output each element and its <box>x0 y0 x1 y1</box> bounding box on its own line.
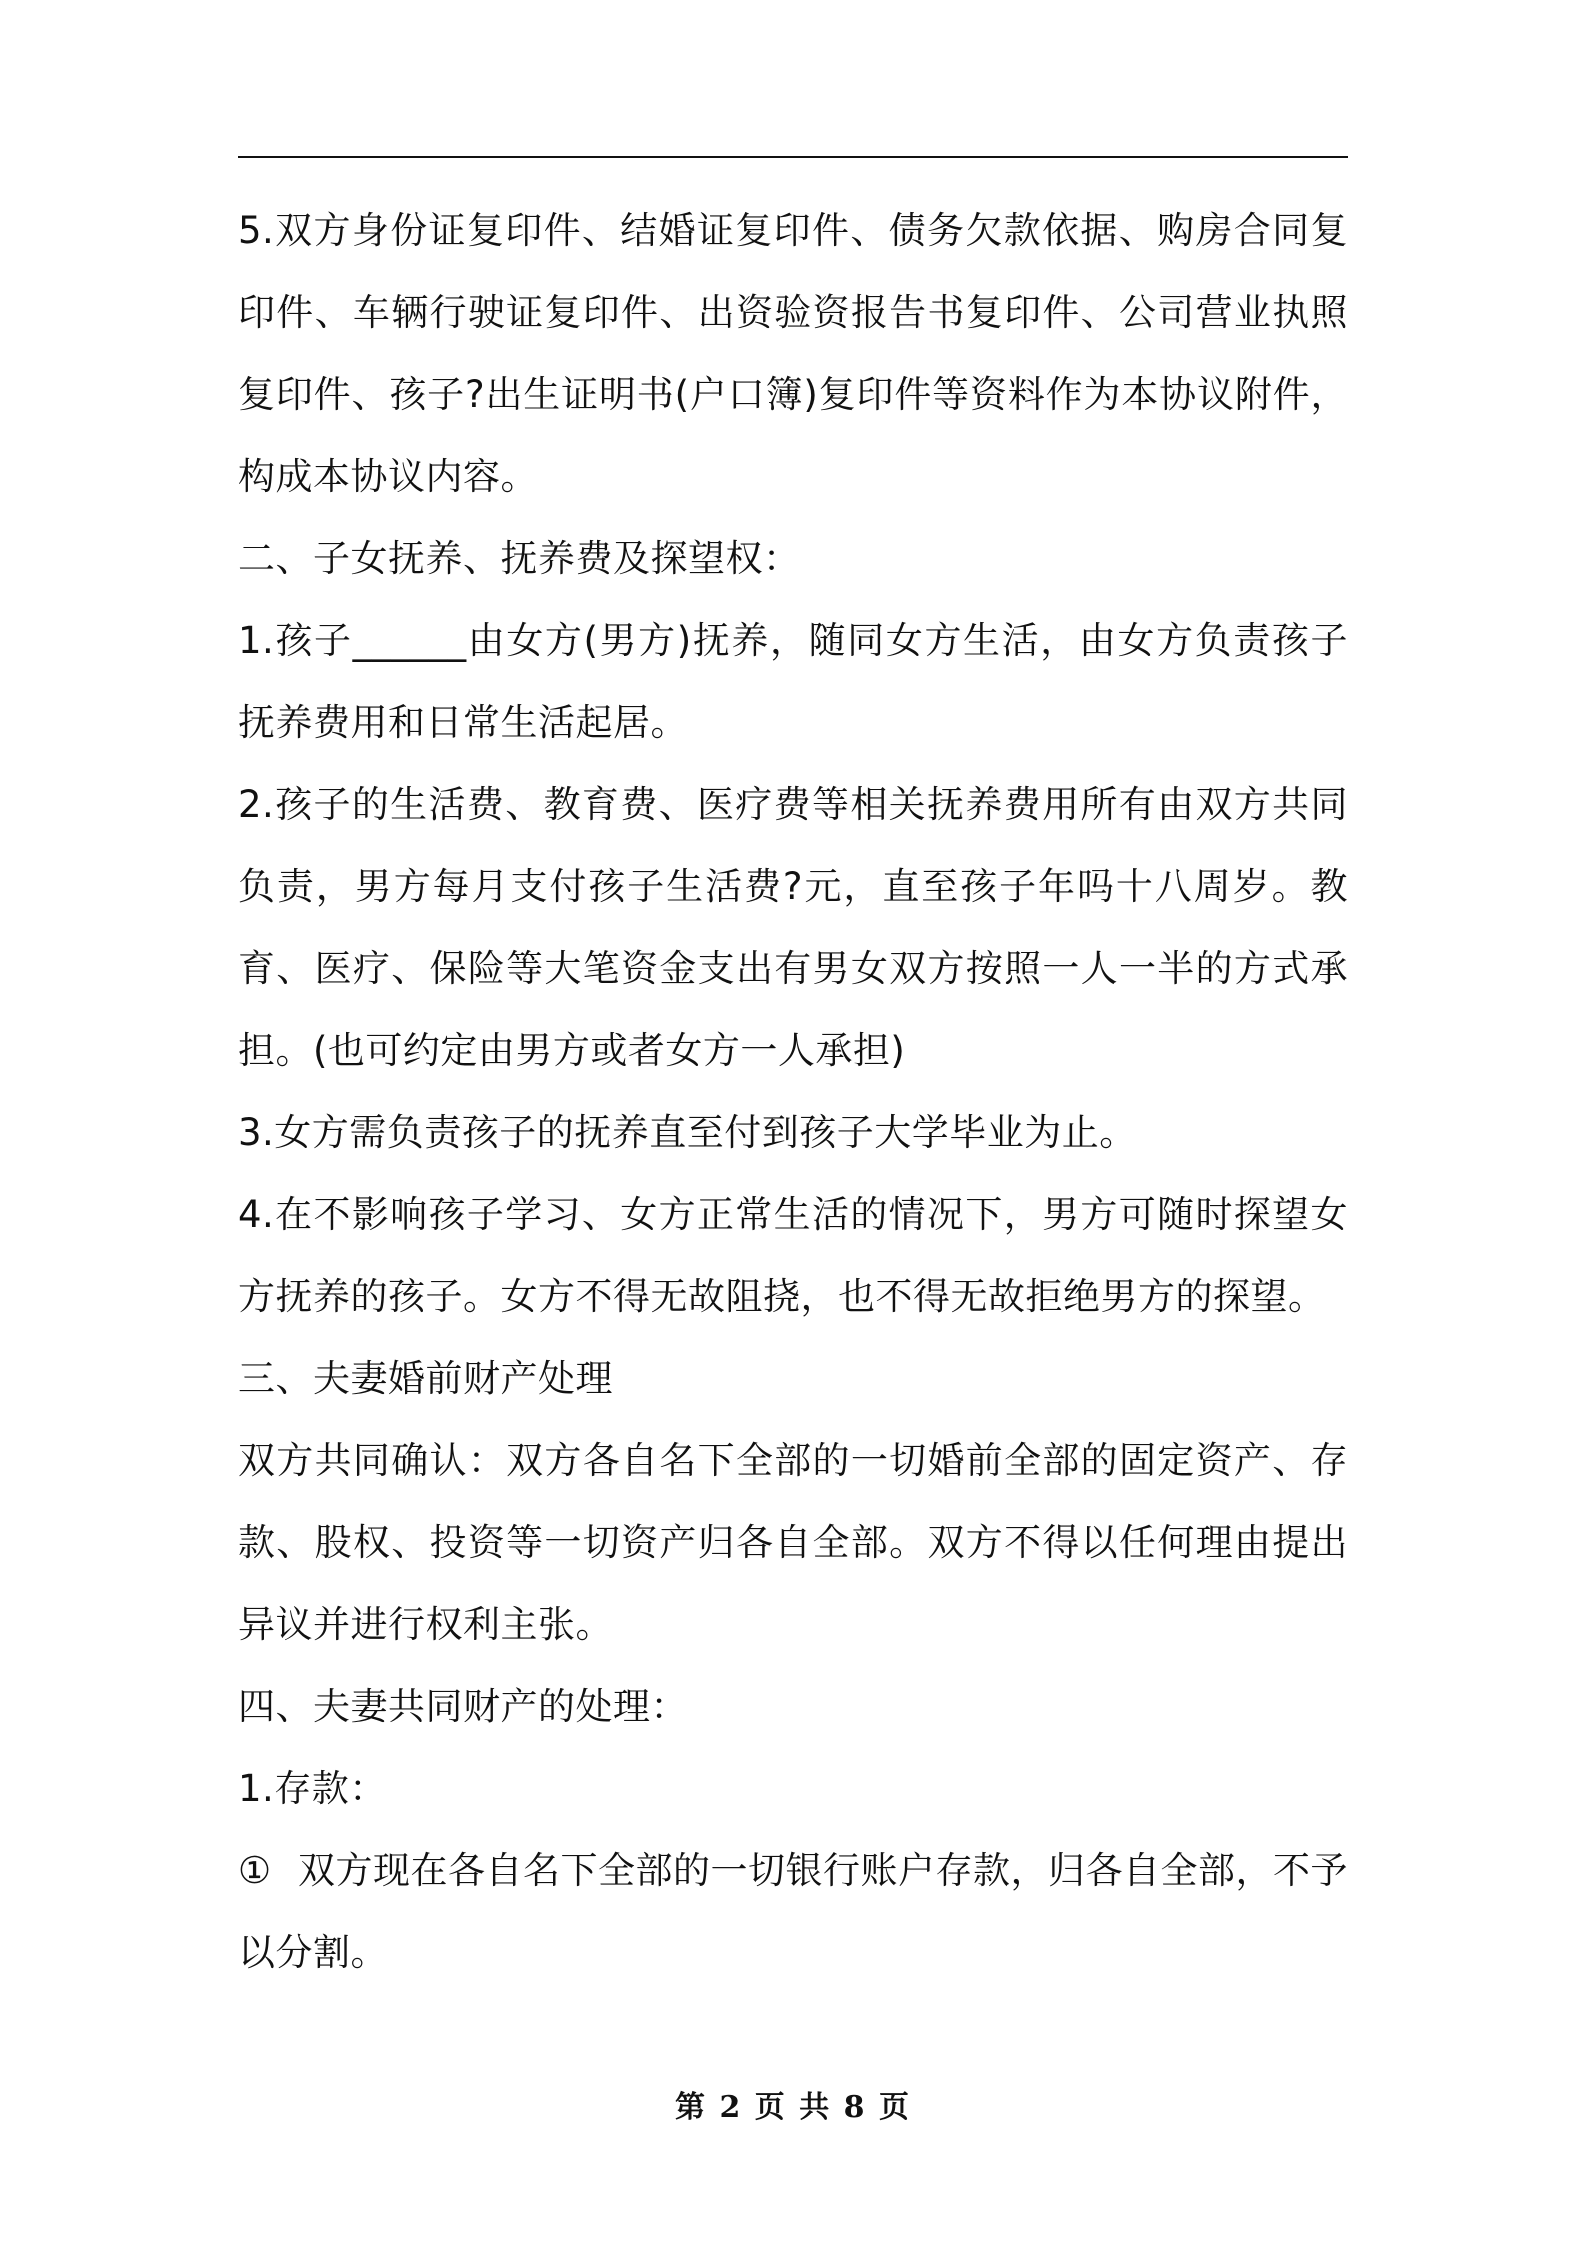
list-item-deposits <box>238 1830 1348 1994</box>
paragraph-custody-4: 4.在不影响孩子学习、女方正常生活的情况下，男方可随时探望女方抚养的孩子。女方不得无故阻挠，也不得无故拒绝男方的探望。 <box>238 1193 1348 1318</box>
section-heading-child-custody: 二、子女抚养、抚养费及探望权： <box>238 537 801 580</box>
header-divider <box>238 156 1348 158</box>
paragraph-custody-1: 1.孩子______由女方(男方)抚养，随同女方生活，由女方负责孩子抚养费用和日常生活起居。 <box>238 619 1348 744</box>
section-heading-premarital-property: 三、夫妻婚前财产处理 <box>238 1357 613 1400</box>
paragraph-attachments: 5.双方身份证复印件、结婚证复印件、债务欠款依据、购房合同复印件、车辆行驶证复印件、出资验资报告书复印件、公司营业执照复印件、孩子?出生证明书(户口簿)复印件等资料作为本协议附件，构成本协议内容。 <box>238 209 1348 498</box>
paragraph-custody-2: 2.孩子的生活费、教育费、医疗费等相关抚养费用所有由双方共同负责，男方每月支付孩子生活费?元，直至孩子年吗十八周岁。教育、医疗、保险等大笔资金支出有男女双方按照一人一半的方式承担。(也可约定由男方或者女方一人承担) <box>238 783 1348 1072</box>
circled-number-marker: ① <box>238 1849 272 1892</box>
paragraph-premarital-property: 双方共同确认：双方各自名下全部的一切婚前全部的固定资产、存款、股权、投资等一切资产归各自全部。双方不得以任何理由提出异议并进行权利主张。 <box>238 1439 1348 1646</box>
paragraph-custody-3: 3.女方需负责孩子的抚养直至付到孩子大学毕业为止。 <box>238 1111 1137 1154</box>
document-body <box>238 190 1348 1994</box>
page-number-footer: 第 2 页 共 8 页 <box>675 2090 911 2125</box>
list-item-text: 双方现在各自名下全部的一切银行账户存款，归各自全部，不予以分割。 <box>238 1849 1348 1974</box>
section-heading-joint-property: 四、夫妻共同财产的处理： <box>238 1685 688 1728</box>
paragraph-deposits-heading: 1.存款： <box>238 1767 387 1810</box>
